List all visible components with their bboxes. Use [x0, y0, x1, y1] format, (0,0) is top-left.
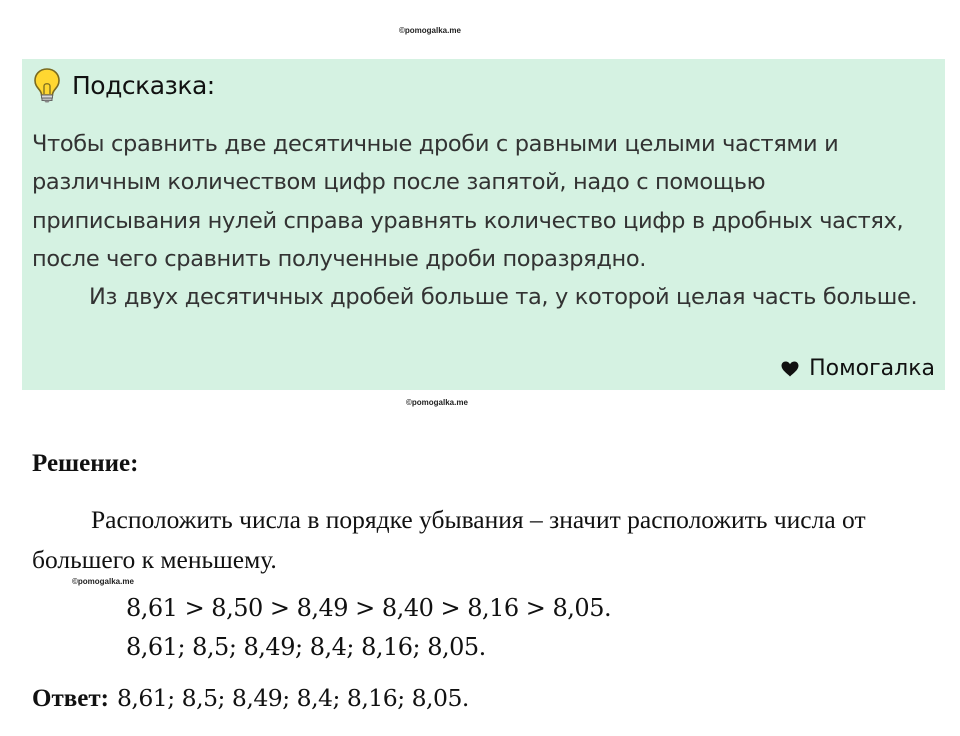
lightbulb-icon	[32, 67, 62, 103]
hint-box	[22, 59, 945, 390]
answer	[32, 684, 469, 713]
hint-paragraph-1: Чтобы сравнить две десятичные дроби с равными целыми частями и различным количеством цифр после запятой, надо с помощью приписывания нулей справа уравнять количество цифр в дробных частях, после чего сравнить полученные дроби поразрядно.	[32, 131, 904, 272]
hint-paragraph-2: Из двух десятичных дробей больше та, у которой целая часть больше.	[89, 284, 918, 311]
solution-paragraph: Расположить числа в порядке убывания – значит расположить числа от большего к меньшему.	[32, 505, 866, 574]
solution-text	[32, 500, 937, 580]
watermark-bottom: ©pomogalka.me	[72, 577, 134, 586]
watermark-top: ©pomogalka.me	[399, 26, 461, 35]
hint-title: Подсказка:	[72, 70, 215, 100]
hint-signature	[781, 356, 935, 381]
solution-line-2: 8,61; 8,5; 8,49; 8,4; 8,16; 8,05.	[126, 633, 486, 661]
hint-text	[32, 125, 937, 316]
heart-icon	[781, 361, 799, 377]
answer-value: 8,61; 8,5; 8,49; 8,4; 8,16; 8,05.	[116, 684, 469, 712]
signature-text: Помогалка	[809, 356, 935, 381]
answer-label: Ответ:	[32, 685, 109, 712]
hint-header	[32, 67, 215, 103]
watermark-middle: ©pomogalka.me	[406, 398, 468, 407]
solution-line-1: 8,61 > 8,50 > 8,49 > 8,40 > 8,16 > 8,05.	[126, 594, 612, 622]
solution-title: Решение:	[32, 450, 139, 477]
